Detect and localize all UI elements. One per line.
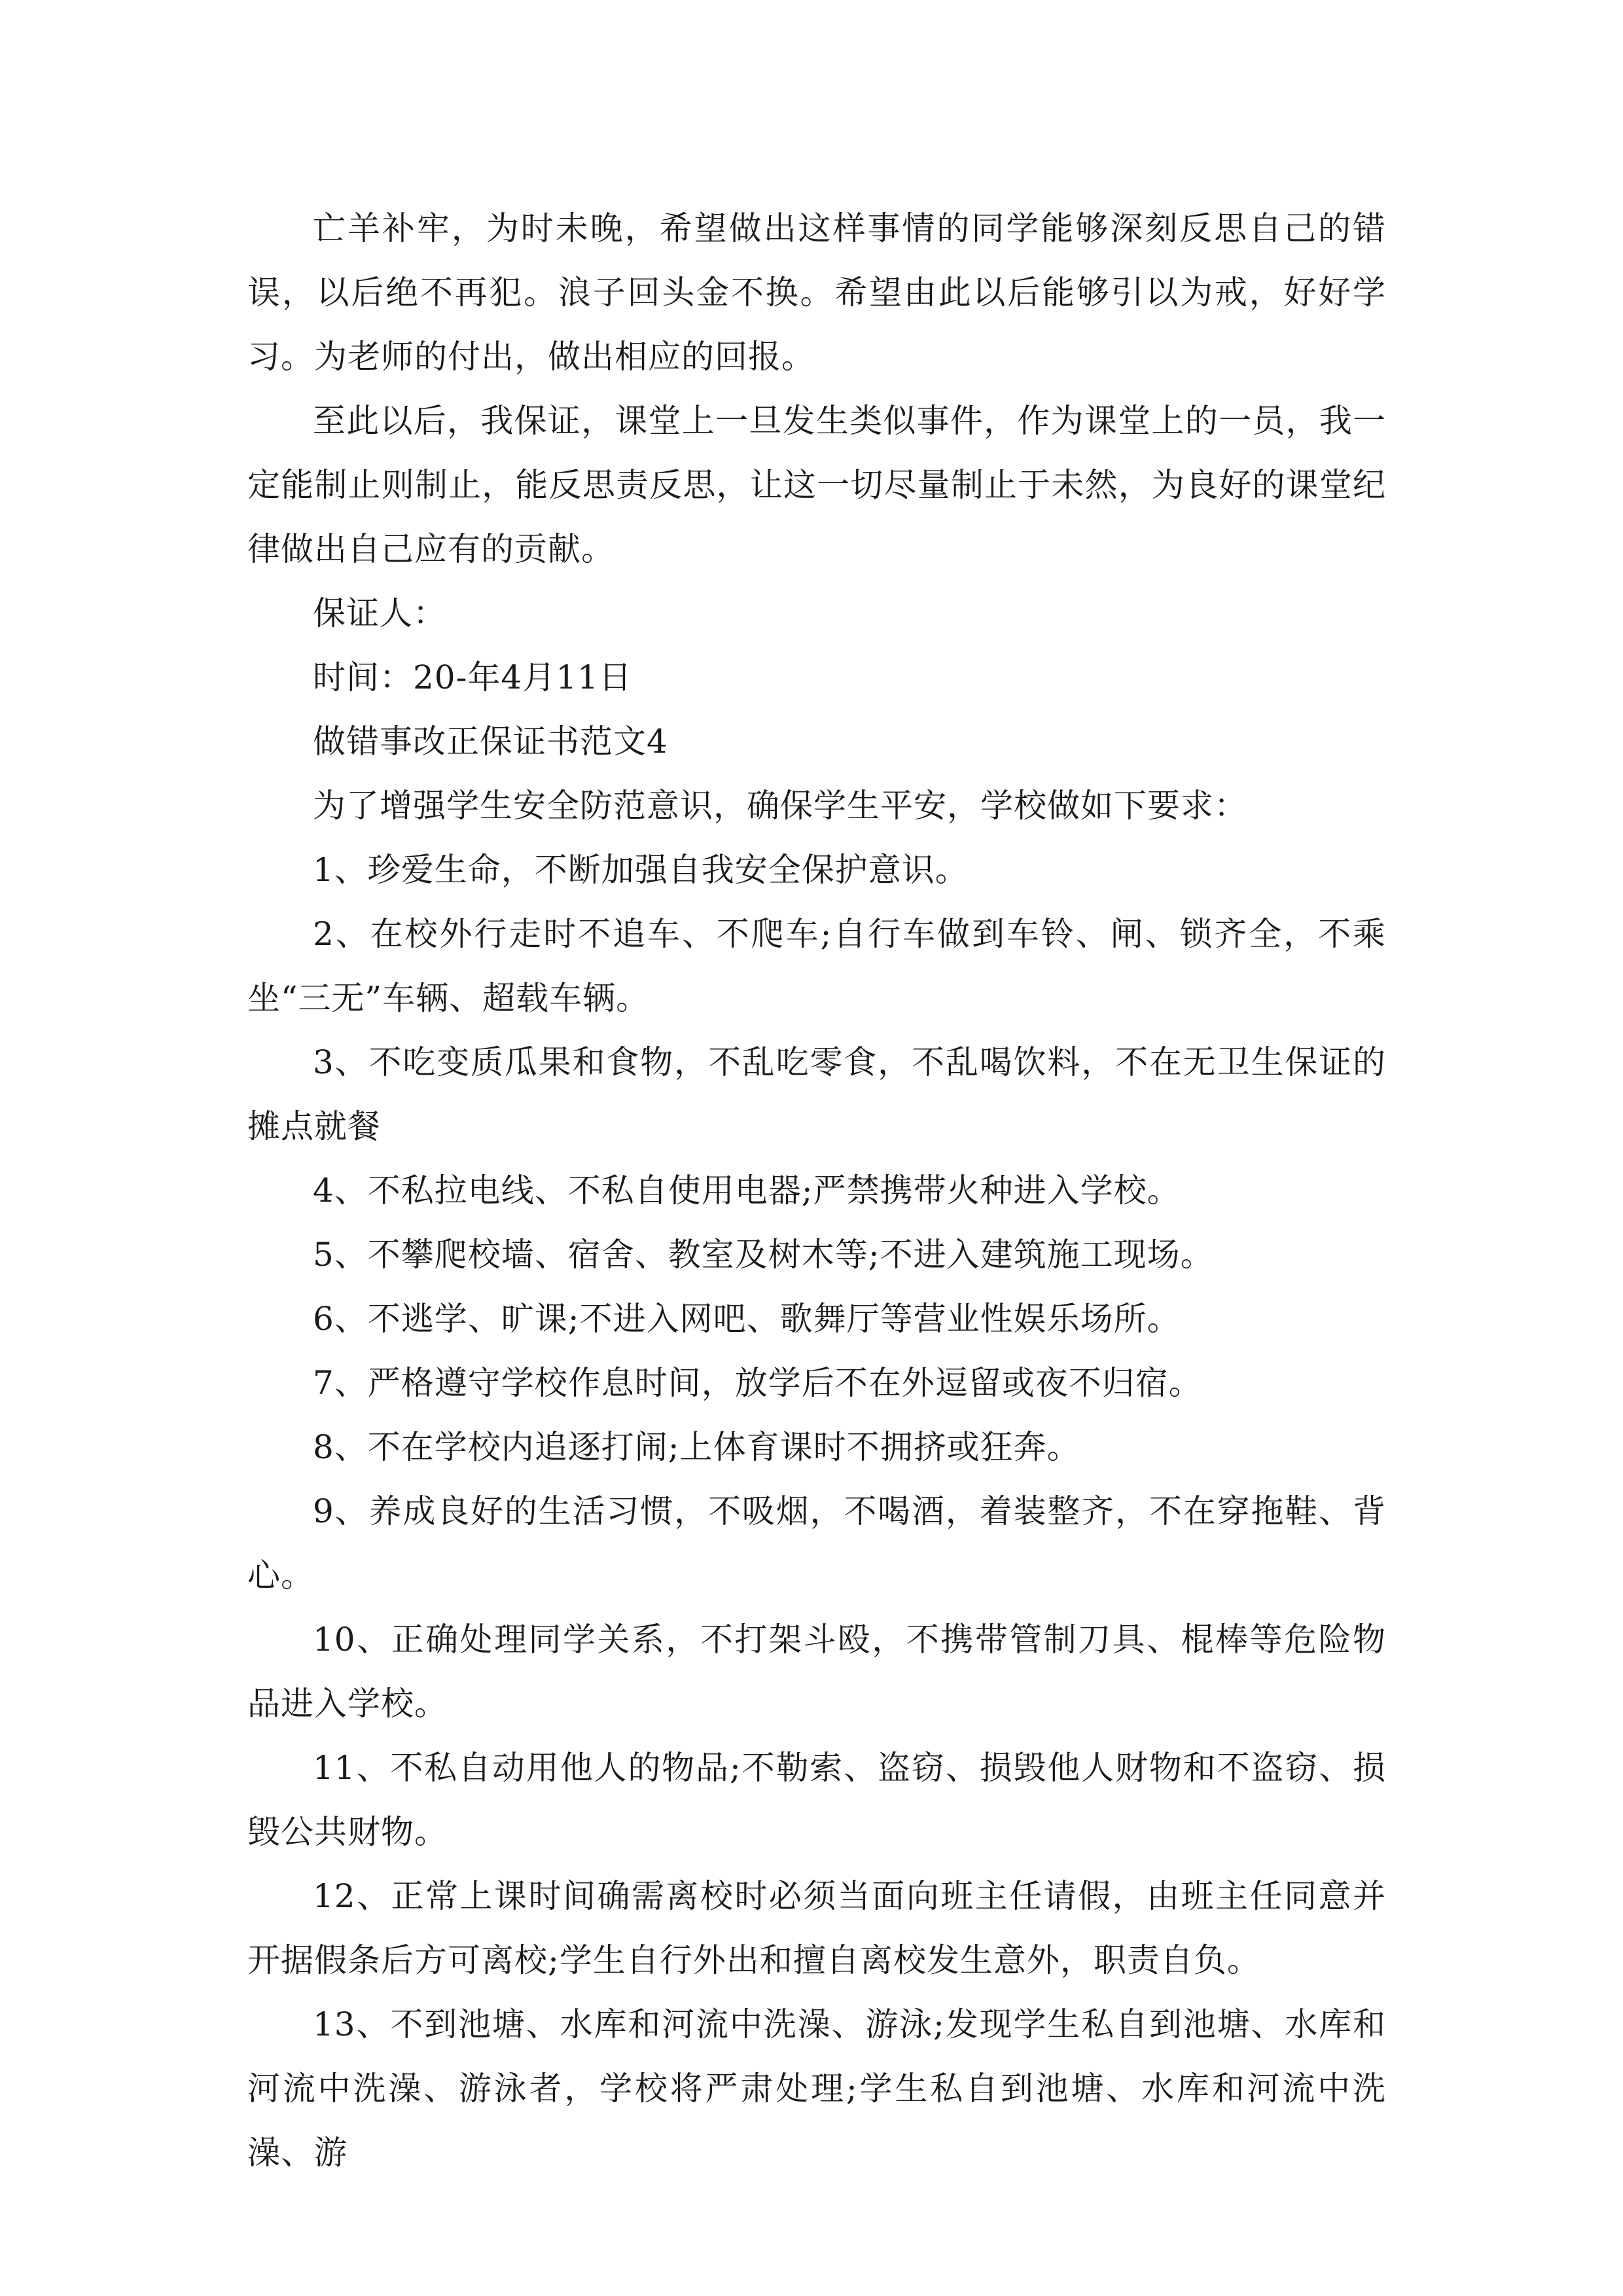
section-title: 做错事改正保证书范文4: [313, 723, 668, 761]
paragraph-2: 至此以后，我保证，课堂上一旦发生类似事件，作为课堂上的一员，我一定能制止则制止，能反思责反思，让这一切尽量制止于未然，为良好的课堂纪律做出自己应有的贡献。: [247, 402, 1386, 568]
rule-item-11: 11、不私自动用他人的物品;不勒索、盗窃、损毁他人财物和不盗窃、损毁公共财物。: [247, 1749, 1386, 1851]
rule-item-2: 2、在校外行走时不追车、不爬车;自行车做到车铃、闸、锁齐全，不乘坐“三无”车辆、超载车辆。: [247, 915, 1386, 1017]
rule-item-10: 10、正确处理同学关系，不打架斗殴，不携带管制刀具、棍棒等危险物品进入学校。: [247, 1621, 1386, 1723]
date-line: 时间：20-年4月11日: [313, 658, 632, 696]
rule-item-6: 6、不逃学、旷课;不进入网吧、歌舞厅等营业性娱乐场所。: [313, 1300, 1181, 1338]
guarantor-label: 保证人：: [313, 594, 446, 632]
intro-paragraph: 为了增强学生安全防范意识，确保学生平安，学校做如下要求：: [313, 787, 1247, 825]
rule-item-4: 4、不私拉电线、不私自使用电器;严禁携带火种进入学校。: [313, 1172, 1181, 1210]
rule-item-3: 3、不吃变质瓜果和食物，不乱吃零食，不乱喝饮料，不在无卫生保证的摊点就餐: [247, 1043, 1386, 1145]
rule-item-1: 1、珍爱生命，不断加强自我安全保护意识。: [313, 851, 969, 889]
paragraph-1: 亡羊补牢，为时未晚，希望做出这样事情的同学能够深刻反思自己的错误，以后绝不再犯。浪子回头金不换。希望由此以后能够引以为戒，好好学习。为老师的付出，做出相应的回报。: [247, 209, 1386, 376]
document-page: [247, 196, 1386, 2185]
rule-item-12: 12、正常上课时间确需离校时必须当面向班主任请假，由班主任同意并开据假条后方可离校;学生自行外出和擅自离校发生意外，职责自负。: [247, 1877, 1386, 1979]
rule-item-9: 9、养成良好的生活习惯，不吸烟，不喝酒，着装整齐，不在穿拖鞋、背心。: [247, 1492, 1386, 1594]
rule-item-5: 5、不攀爬校墙、宿舍、教室及树木等;不进入建筑施工现场。: [313, 1236, 1214, 1274]
rule-item-13: 13、不到池塘、水库和河流中洗澡、游泳;发现学生私自到池塘、水库和河流中洗澡、游泳者，学校将严肃处理;学生私自到池塘、水库和河流中洗澡、游: [247, 2005, 1386, 2172]
rule-item-8: 8、不在学校内追逐打闹;上体育课时不拥挤或狂奔。: [313, 1428, 1080, 1466]
rule-item-7: 7、严格遵守学校作息时间，放学后不在外逗留或夜不归宿。: [313, 1364, 1202, 1402]
